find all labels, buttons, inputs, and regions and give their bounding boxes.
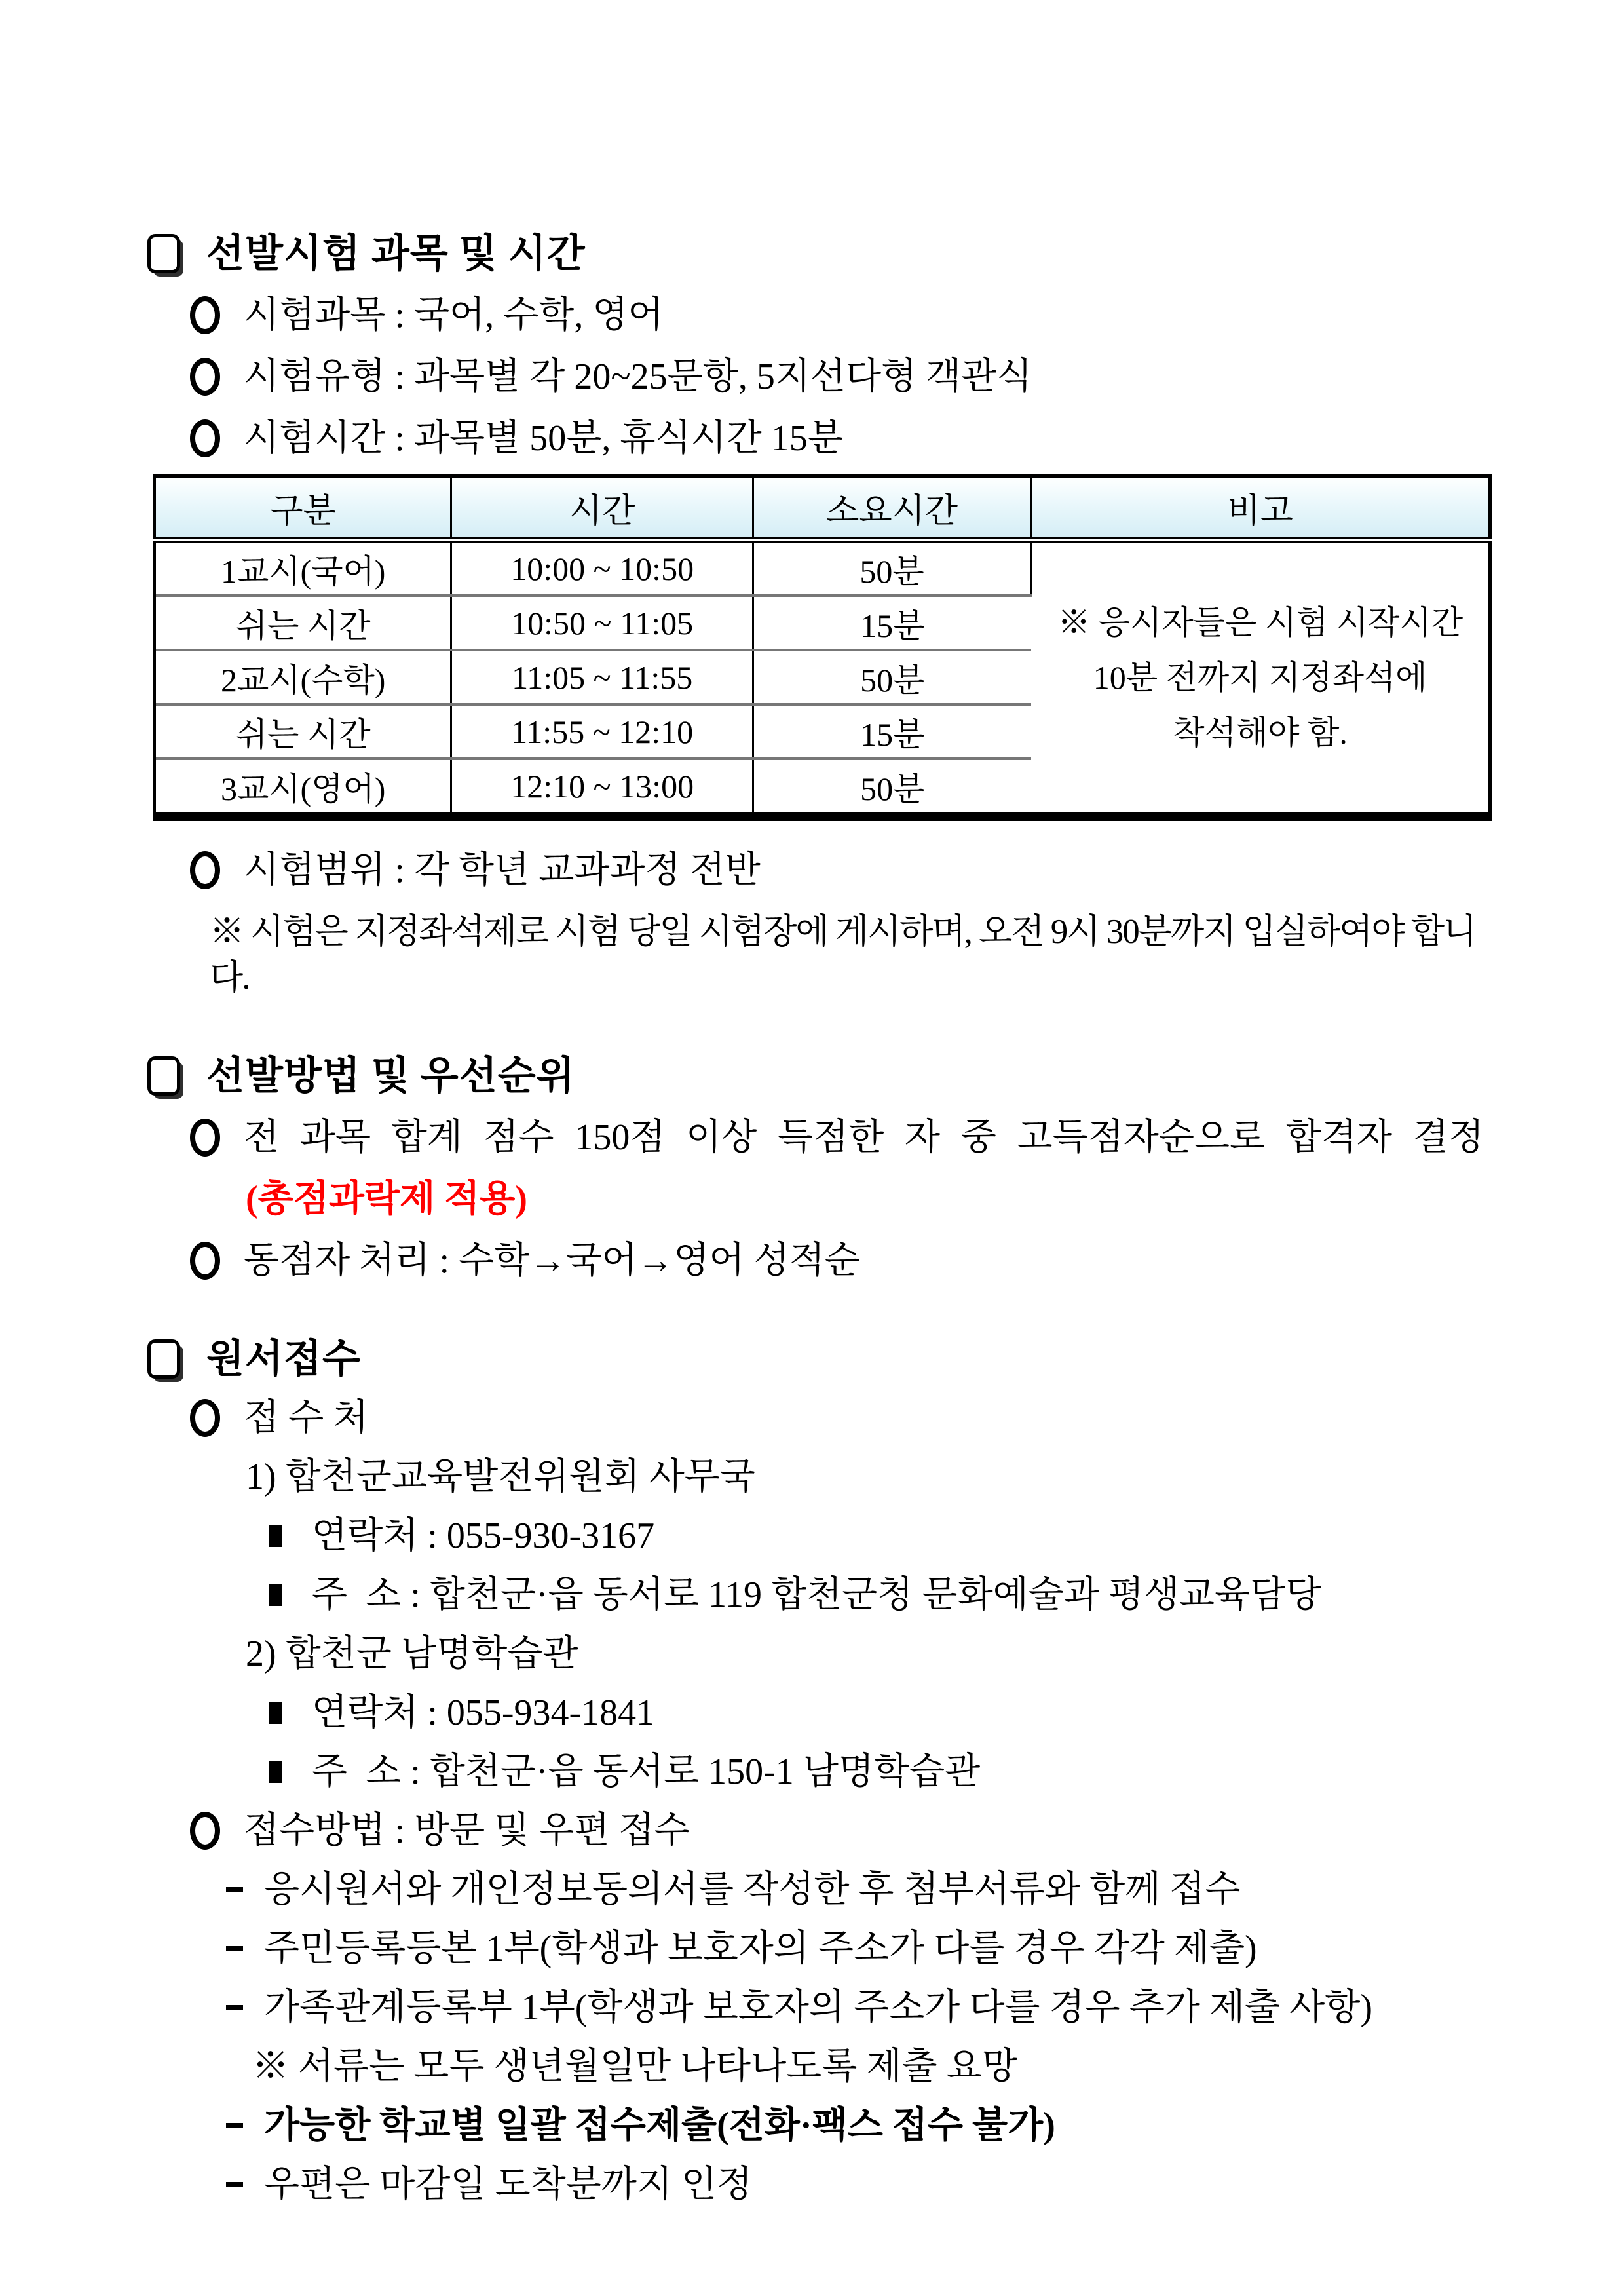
section2-title: 선발방법 및 우선순위 (206, 1054, 575, 1098)
header-category: 구분 (155, 476, 451, 540)
circle-bullet-icon (190, 296, 220, 334)
section-box-icon (147, 1056, 180, 1096)
section-box-icon (147, 1339, 180, 1379)
row-label: 3교시(영어) (155, 759, 451, 816)
table-header-row (155, 476, 1490, 540)
row-time: 10:50 ~ 11:05 (451, 596, 753, 650)
square-bullet-icon (269, 1525, 282, 1547)
circle-bullet-icon (190, 1399, 220, 1437)
dash-marker-icon (226, 1887, 243, 1892)
office1-contact-line (269, 1513, 1484, 1559)
method-last-line (226, 2162, 1484, 2208)
row-time: 11:55 ~ 12:10 (451, 704, 753, 759)
row-time: 11:05 ~ 11:55 (451, 650, 753, 704)
office2-name-text: 2) 합천군 남명학습관 (246, 1634, 578, 1674)
method-bold-text: 가능한 학교별 일괄 접수제출(전화·팩스 접수 불가) (264, 2105, 1055, 2146)
exam-schedule-table (153, 474, 1492, 821)
method-item3-text: 가족관계등록부 1부(학생과 보호자의 주소가 다를 경우 추가 제출 사항) (264, 1987, 1372, 2028)
method-item2-line (226, 1926, 1484, 1972)
dash-marker-icon (226, 2182, 243, 2187)
method-item3-line (226, 1985, 1484, 2031)
row-duration: 15분 (753, 704, 1030, 759)
row-label: 1교시(국어) (155, 540, 451, 596)
office2-contact-text: 연락처 : 055-934-1841 (312, 1693, 655, 1733)
header-time: 시간 (451, 476, 753, 540)
exam-time-line (190, 415, 1484, 461)
exam-range-line (190, 847, 1484, 893)
method-item2-text: 주민등록등본 1부(학생과 보호자의 주소가 다를 경우 각각 제출) (264, 1928, 1257, 1969)
office1-contact-text: 연락처 : 055-930-3167 (312, 1516, 655, 1556)
section1-heading (147, 231, 1484, 277)
office1-address-line (269, 1572, 1484, 1618)
method-bold-line (226, 2103, 1484, 2149)
section-box-icon (147, 234, 180, 273)
section3-title: 원서접수 (206, 1337, 361, 1381)
tiebreak-text: 동점자 처리 : 수학→국어→영어 성적순 (244, 1240, 860, 1281)
table-row (155, 540, 1490, 596)
exam-type-line (190, 354, 1484, 400)
method-item1-text: 응시원서와 개인정보동의서를 작성한 후 첨부서류와 함께 접수 (264, 1869, 1241, 1910)
method-note-line (252, 2044, 1484, 2090)
method-last-text: 우편은 마감일 도착분까지 인정 (264, 2164, 753, 2205)
circle-bullet-icon (190, 1242, 220, 1280)
row-time: 10:00 ~ 10:50 (451, 540, 753, 596)
dash-marker-icon (226, 2005, 243, 2010)
square-bullet-icon (269, 1702, 282, 1724)
fail-rule-text: (총점과락제 적용) (246, 1179, 527, 1219)
circle-bullet-icon (190, 358, 220, 396)
remark-cell (1031, 540, 1490, 817)
exam-range-text: 시험범위 : 각 학년 교과과정 전반 (244, 850, 761, 890)
remark-line-1: ※ 응시자들은 시험 시작시간 (1057, 603, 1463, 641)
section3-heading (147, 1336, 1484, 1382)
square-bullet-icon (269, 1761, 282, 1783)
exam-subjects-line (190, 292, 1484, 338)
section2-heading (147, 1053, 1484, 1099)
remark-line-2: 10분 전까지 지정좌석에 (1093, 659, 1427, 696)
office2-address-text: 주 소 : 합천군·읍 동서로 150-1 남명학습관 (312, 1751, 981, 1792)
method-note-text: ※ 서류는 모두 생년월일만 나타나도록 제출 요망 (252, 2046, 1017, 2087)
fail-rule-line (246, 1176, 1484, 1222)
office2-address-line (269, 1749, 1484, 1795)
score-criteria-line (190, 1115, 1484, 1160)
office2-contact-line (269, 1690, 1484, 1736)
circle-bullet-icon (190, 851, 220, 889)
office1-address-text: 주 소 : 합천군·읍 동서로 119 합천군청 문화예술과 평생교육담당 (312, 1575, 1321, 1615)
header-remark: 비고 (1031, 476, 1490, 540)
circle-bullet-icon (190, 1119, 220, 1157)
tiebreak-line (190, 1238, 1484, 1284)
reception-office-text: 접 수 처 (244, 1398, 369, 1438)
exam-type-text: 시험유형 : 과목별 각 20~25문항, 5지선다형 객관식 (244, 356, 1032, 397)
row-label: 쉬는 시간 (155, 596, 451, 650)
row-label: 2교시(수학) (155, 650, 451, 704)
remark-line-3: 착석해야 함. (1173, 714, 1348, 751)
row-duration: 50분 (753, 540, 1030, 596)
row-duration: 50분 (753, 759, 1030, 816)
dash-marker-icon (226, 1946, 243, 1951)
exam-subjects-text: 시험과목 : 국어, 수학, 영어 (244, 295, 664, 335)
reception-office-line (190, 1395, 1484, 1441)
method-item1-line (226, 1867, 1484, 1913)
exam-time-text: 시험시간 : 과목별 50분, 휴식시간 15분 (244, 418, 843, 459)
header-duration: 소요시간 (753, 476, 1030, 540)
dash-marker-icon (226, 2123, 243, 2128)
seat-note-line (210, 909, 1484, 1001)
score-criteria-text: 전 과목 합계 점수 150점 이상 득점한 자 중 고득점자순으로 합격자 결정 (244, 1117, 1484, 1158)
method-heading-line (190, 1808, 1484, 1854)
circle-bullet-icon (190, 419, 220, 457)
row-duration: 15분 (753, 596, 1030, 650)
method-heading-text: 접수방법 : 방문 및 우편 접수 (244, 1810, 690, 1851)
office1-name-text: 1) 합천군교육발전위원회 사무국 (246, 1457, 755, 1497)
seat-note-text: ※ 시험은 지정좌석제로 시험 당일 시험장에 게시하며, 오전 9시 30분까지 입실하여야 합니다. (210, 913, 1476, 997)
office1-name-line (246, 1454, 1484, 1500)
row-label: 쉬는 시간 (155, 704, 451, 759)
row-time: 12:10 ~ 13:00 (451, 759, 753, 816)
section1-title: 선발시험 과목 및 시간 (206, 232, 586, 275)
row-duration: 50분 (753, 650, 1030, 704)
square-bullet-icon (269, 1584, 282, 1606)
office2-name-line (246, 1631, 1484, 1677)
circle-bullet-icon (190, 1812, 220, 1850)
